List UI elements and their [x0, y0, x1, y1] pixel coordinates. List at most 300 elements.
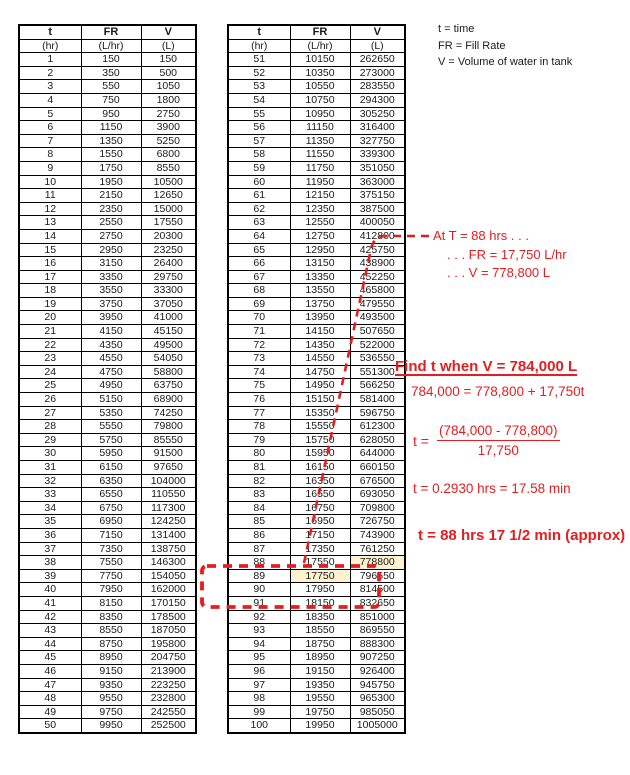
- col-header-fr: FR: [81, 25, 141, 39]
- fr-cell: 4150: [81, 325, 141, 339]
- table-row: [19, 325, 196, 339]
- fr-cell: 9550: [81, 692, 141, 706]
- table-row: [19, 447, 196, 461]
- t-cell: 72: [228, 338, 290, 352]
- table-row: [228, 420, 405, 434]
- t-cell: 15: [19, 243, 81, 257]
- v-cell: 438900: [350, 257, 405, 271]
- v-cell: 262650: [350, 53, 405, 67]
- fr-cell: 18350: [290, 610, 350, 624]
- fr-cell: 13350: [290, 270, 350, 284]
- fr-cell: 13750: [290, 297, 350, 311]
- fr-cell: 1550: [81, 148, 141, 162]
- fr-cell: 17350: [290, 542, 350, 556]
- table-row: [228, 121, 405, 135]
- t-cell: 49: [19, 705, 81, 719]
- v-cell: 945750: [350, 678, 405, 692]
- fr-cell: 5750: [81, 433, 141, 447]
- col-header-v: V: [350, 25, 405, 39]
- table-row: [228, 474, 405, 488]
- v-cell: 536550: [350, 352, 405, 366]
- t-cell: 32: [19, 474, 81, 488]
- fr-cell: 7550: [81, 556, 141, 570]
- t-cell: 100: [228, 719, 290, 733]
- table-row: [19, 93, 196, 107]
- v-cell: 54050: [141, 352, 196, 366]
- table-row: [19, 474, 196, 488]
- v-cell: 500: [141, 66, 196, 80]
- v-cell: 131400: [141, 528, 196, 542]
- t-cell: 83: [228, 488, 290, 502]
- t-cell: 34: [19, 501, 81, 515]
- v-cell: 195800: [141, 637, 196, 651]
- fr-cell: 16150: [290, 461, 350, 475]
- fr-cell: 1350: [81, 134, 141, 148]
- fr-cell: 5150: [81, 393, 141, 407]
- v-cell: 49500: [141, 338, 196, 352]
- table-row: [228, 379, 405, 393]
- t-cell: 23: [19, 352, 81, 366]
- t-cell: 35: [19, 515, 81, 529]
- unit-l: (L): [141, 39, 196, 53]
- table-row: [228, 705, 405, 719]
- table-row: [228, 719, 405, 733]
- table-row: [19, 107, 196, 121]
- fr-cell: 8150: [81, 596, 141, 610]
- t-cell: 10: [19, 175, 81, 189]
- fr-cell: 18750: [290, 637, 350, 651]
- fr-cell: 19750: [290, 705, 350, 719]
- t-cell: 8: [19, 148, 81, 162]
- v-cell: 596750: [350, 406, 405, 420]
- t-cell: 33: [19, 488, 81, 502]
- table-row: [228, 406, 405, 420]
- table-row: [19, 556, 196, 570]
- fr-cell: 11350: [290, 134, 350, 148]
- table-row: [19, 161, 196, 175]
- v-cell: 832650: [350, 596, 405, 610]
- t-cell: 20: [19, 311, 81, 325]
- table-row: [228, 270, 405, 284]
- v-cell: 305250: [350, 107, 405, 121]
- t-cell: 2: [19, 66, 81, 80]
- table-row: [228, 189, 405, 203]
- v-cell: 273000: [350, 66, 405, 80]
- table-row: [19, 488, 196, 502]
- table-row: [19, 651, 196, 665]
- fr-cell: 6750: [81, 501, 141, 515]
- table-row: [228, 393, 405, 407]
- v-cell: 252500: [141, 719, 196, 733]
- table-row: [228, 325, 405, 339]
- table-row: [228, 284, 405, 298]
- fr-cell: 1150: [81, 121, 141, 135]
- equation-line: 784,000 = 778,800 + 17,750t: [411, 384, 585, 399]
- fr-cell: 14550: [290, 352, 350, 366]
- table-row: [228, 134, 405, 148]
- t-cell: 90: [228, 583, 290, 597]
- unit-lhr: (L/hr): [81, 39, 141, 53]
- fr-cell: 17750: [290, 569, 350, 583]
- legend-line-v: V = Volume of water in tank: [438, 56, 573, 68]
- fr-cell: 10950: [290, 107, 350, 121]
- fr-cell: 19350: [290, 678, 350, 692]
- fr-cell: 10150: [290, 53, 350, 67]
- t-cell: 92: [228, 610, 290, 624]
- fr-cell: 9950: [81, 719, 141, 733]
- fraction-denominator: 17,750: [477, 443, 519, 458]
- v-cell: 6800: [141, 148, 196, 162]
- table-row: [19, 121, 196, 135]
- t-cell: 42: [19, 610, 81, 624]
- fr-cell: 16750: [290, 501, 350, 515]
- fr-cell: 10550: [290, 80, 350, 94]
- t-cell: 17: [19, 270, 81, 284]
- t-cell: 12: [19, 202, 81, 216]
- col-header-fr: FR: [290, 25, 350, 39]
- t-cell: 43: [19, 624, 81, 638]
- table-row: [228, 53, 405, 67]
- v-cell: 316400: [350, 121, 405, 135]
- table-row: [19, 134, 196, 148]
- v-cell: 778800: [350, 556, 405, 570]
- fr-cell: 12150: [290, 189, 350, 203]
- table-row: [228, 338, 405, 352]
- callout-line-3: . . . V = 778,800 L: [447, 265, 550, 280]
- table-row: [19, 610, 196, 624]
- t-cell: 88: [228, 556, 290, 570]
- t-cell: 24: [19, 365, 81, 379]
- t-cell: 78: [228, 420, 290, 434]
- table-row: [228, 243, 405, 257]
- t-cell: 6: [19, 121, 81, 135]
- t-cell: 48: [19, 692, 81, 706]
- t-cell: 77: [228, 406, 290, 420]
- table-row: [228, 596, 405, 610]
- table-row: [19, 175, 196, 189]
- v-cell: 612300: [350, 420, 405, 434]
- fr-cell: 8750: [81, 637, 141, 651]
- fr-cell: 9150: [81, 664, 141, 678]
- fr-cell: 15150: [290, 393, 350, 407]
- v-cell: 85550: [141, 433, 196, 447]
- t-cell: 56: [228, 121, 290, 135]
- v-cell: 178500: [141, 610, 196, 624]
- v-cell: 693050: [350, 488, 405, 502]
- t-cell: 4: [19, 93, 81, 107]
- table-row: [19, 338, 196, 352]
- t-cell: 94: [228, 637, 290, 651]
- v-cell: 761250: [350, 542, 405, 556]
- col-header-v: V: [141, 25, 196, 39]
- t-cell: 65: [228, 243, 290, 257]
- t-cell: 82: [228, 474, 290, 488]
- table-row: [228, 556, 405, 570]
- fr-cell: 1950: [81, 175, 141, 189]
- v-cell: 12650: [141, 189, 196, 203]
- t-cell: 50: [19, 719, 81, 733]
- fr-cell: 10350: [290, 66, 350, 80]
- v-cell: 522000: [350, 338, 405, 352]
- table-row: [19, 352, 196, 366]
- t-cell: 45: [19, 651, 81, 665]
- unit-hr: (hr): [228, 39, 290, 53]
- table-row: [228, 610, 405, 624]
- variable-legend: [438, 21, 572, 71]
- fr-cell: 19550: [290, 692, 350, 706]
- t-cell: 14: [19, 229, 81, 243]
- v-cell: 709800: [350, 501, 405, 515]
- fraction-expression: [413, 423, 560, 458]
- fr-cell: 2950: [81, 243, 141, 257]
- table-row: [19, 433, 196, 447]
- fr-cell: 2750: [81, 229, 141, 243]
- t-cell: 22: [19, 338, 81, 352]
- table-row: [19, 284, 196, 298]
- t-cell: 51: [228, 53, 290, 67]
- v-cell: 63750: [141, 379, 196, 393]
- table-row: [228, 297, 405, 311]
- table-row: [228, 433, 405, 447]
- v-cell: 869550: [350, 624, 405, 638]
- t-cell: 66: [228, 257, 290, 271]
- v-cell: 425750: [350, 243, 405, 257]
- table-row: [19, 705, 196, 719]
- table-row: [228, 447, 405, 461]
- table-row: [19, 297, 196, 311]
- table-row: [19, 148, 196, 162]
- t-cell: 81: [228, 461, 290, 475]
- t-cell: 71: [228, 325, 290, 339]
- unit-hr: (hr): [19, 39, 81, 53]
- table-row: [19, 542, 196, 556]
- fr-cell: 3750: [81, 297, 141, 311]
- v-cell: 74250: [141, 406, 196, 420]
- table-row: [228, 583, 405, 597]
- t-cell: 41: [19, 596, 81, 610]
- fr-cell: 14950: [290, 379, 350, 393]
- v-cell: 743900: [350, 528, 405, 542]
- v-cell: 644000: [350, 447, 405, 461]
- v-cell: 10500: [141, 175, 196, 189]
- v-cell: 41000: [141, 311, 196, 325]
- v-cell: 15000: [141, 202, 196, 216]
- v-cell: 3900: [141, 121, 196, 135]
- table-row: [19, 66, 196, 80]
- fr-cell: 4950: [81, 379, 141, 393]
- fr-cell: 13150: [290, 257, 350, 271]
- table-row: [228, 175, 405, 189]
- t-cell: 74: [228, 365, 290, 379]
- v-cell: 5250: [141, 134, 196, 148]
- table-row: [228, 352, 405, 366]
- v-cell: 351050: [350, 161, 405, 175]
- t-cell: 26: [19, 393, 81, 407]
- fr-cell: 8550: [81, 624, 141, 638]
- v-cell: 138750: [141, 542, 196, 556]
- table-row: [228, 80, 405, 94]
- v-cell: 294300: [350, 93, 405, 107]
- v-cell: 37050: [141, 297, 196, 311]
- fr-cell: 4350: [81, 338, 141, 352]
- fr-cell: 7750: [81, 569, 141, 583]
- t-cell: 55: [228, 107, 290, 121]
- v-cell: 91500: [141, 447, 196, 461]
- callout-line-2: . . . FR = 17,750 L/hr: [447, 246, 567, 262]
- t-cell: 69: [228, 297, 290, 311]
- table-row: [228, 66, 405, 80]
- v-cell: 452250: [350, 270, 405, 284]
- table-row: [228, 624, 405, 638]
- t-cell: 89: [228, 569, 290, 583]
- fr-cell: 13550: [290, 284, 350, 298]
- callout-line-1: At T = 88 hrs . . .: [433, 228, 529, 243]
- table-row: [19, 257, 196, 271]
- final-answer: t = 88 hrs 17 1/2 min (approx): [418, 527, 626, 544]
- table-row: [228, 515, 405, 529]
- table-row: [19, 311, 196, 325]
- fr-cell: 17150: [290, 528, 350, 542]
- t-cell: 79: [228, 433, 290, 447]
- t-cell: 7: [19, 134, 81, 148]
- fr-cell: 9350: [81, 678, 141, 692]
- t-cell: 29: [19, 433, 81, 447]
- table-row: [228, 501, 405, 515]
- legend-line-fr: FR = Fill Rate: [438, 39, 506, 52]
- v-cell: 412800: [350, 229, 405, 243]
- table-row: [19, 583, 196, 597]
- t-cell: 95: [228, 651, 290, 665]
- v-cell: 400050: [350, 216, 405, 230]
- table-row: [228, 161, 405, 175]
- fr-cell: 11150: [290, 121, 350, 135]
- t-cell: 40: [19, 583, 81, 597]
- intermediate-result: t = 0.2930 hrs = 17.58 min: [413, 481, 571, 496]
- fill-rate-table-hours-1-50: [18, 24, 197, 734]
- table-units-row: [228, 39, 405, 53]
- t-cell: 38: [19, 556, 81, 570]
- problem-heading: Find t when V = 784,000 L: [395, 358, 578, 375]
- v-cell: 110550: [141, 488, 196, 502]
- v-cell: 162000: [141, 583, 196, 597]
- table-row: [19, 624, 196, 638]
- v-cell: 154050: [141, 569, 196, 583]
- fr-cell: 5550: [81, 420, 141, 434]
- table-row: [228, 528, 405, 542]
- table-row: [19, 501, 196, 515]
- table-row: [228, 365, 405, 379]
- fr-cell: 14150: [290, 325, 350, 339]
- v-cell: 213900: [141, 664, 196, 678]
- table-row: [19, 202, 196, 216]
- fr-cell: 15950: [290, 447, 350, 461]
- v-cell: 97650: [141, 461, 196, 475]
- table-row: [19, 664, 196, 678]
- table-row: [19, 515, 196, 529]
- t-cell: 93: [228, 624, 290, 638]
- col-header-t: t: [228, 25, 290, 39]
- fr-cell: 4550: [81, 352, 141, 366]
- table-row: [228, 93, 405, 107]
- v-cell: 33300: [141, 284, 196, 298]
- fr-cell: 6150: [81, 461, 141, 475]
- fr-cell: 950: [81, 107, 141, 121]
- v-cell: 283550: [350, 80, 405, 94]
- v-cell: 26400: [141, 257, 196, 271]
- table-row: [19, 678, 196, 692]
- t-cell: 31: [19, 461, 81, 475]
- table-row: [228, 216, 405, 230]
- v-cell: 146300: [141, 556, 196, 570]
- table-header-row: [19, 25, 196, 39]
- v-cell: 363000: [350, 175, 405, 189]
- v-cell: 851000: [350, 610, 405, 624]
- v-cell: 676500: [350, 474, 405, 488]
- fr-cell: 7150: [81, 528, 141, 542]
- col-header-t: t: [19, 25, 81, 39]
- v-cell: 566250: [350, 379, 405, 393]
- v-cell: 796550: [350, 569, 405, 583]
- table-row: [228, 488, 405, 502]
- fr-cell: 18950: [290, 651, 350, 665]
- table-row: [228, 202, 405, 216]
- fr-cell: 18550: [290, 624, 350, 638]
- v-cell: 1800: [141, 93, 196, 107]
- t-cell: 67: [228, 270, 290, 284]
- fr-cell: 9750: [81, 705, 141, 719]
- t-cell: 97: [228, 678, 290, 692]
- fr-cell: 11550: [290, 148, 350, 162]
- v-cell: 104000: [141, 474, 196, 488]
- v-cell: 58800: [141, 365, 196, 379]
- v-cell: 551300: [350, 365, 405, 379]
- t-cell: 64: [228, 229, 290, 243]
- t-cell: 61: [228, 189, 290, 203]
- t-cell: 68: [228, 284, 290, 298]
- v-cell: 888300: [350, 637, 405, 651]
- v-cell: 628050: [350, 433, 405, 447]
- t-cell: 99: [228, 705, 290, 719]
- v-cell: 1005000: [350, 719, 405, 733]
- t-cell: 76: [228, 393, 290, 407]
- v-cell: 339300: [350, 148, 405, 162]
- t-cell: 62: [228, 202, 290, 216]
- t-cell: 58: [228, 148, 290, 162]
- t-cell: 85: [228, 515, 290, 529]
- v-cell: 79800: [141, 420, 196, 434]
- t-cell: 54: [228, 93, 290, 107]
- v-cell: 660150: [350, 461, 405, 475]
- t-cell: 21: [19, 325, 81, 339]
- fr-cell: 13950: [290, 311, 350, 325]
- t-cell: 25: [19, 379, 81, 393]
- v-cell: 814500: [350, 583, 405, 597]
- table-row: [228, 107, 405, 121]
- fr-cell: 14350: [290, 338, 350, 352]
- table-row: [19, 243, 196, 257]
- fr-cell: 17550: [290, 556, 350, 570]
- table-row: [228, 692, 405, 706]
- fr-cell: 6950: [81, 515, 141, 529]
- v-cell: 465800: [350, 284, 405, 298]
- t-cell: 36: [19, 528, 81, 542]
- t-cell: 9: [19, 161, 81, 175]
- fr-cell: 19950: [290, 719, 350, 733]
- table-row: [228, 311, 405, 325]
- v-cell: 17550: [141, 216, 196, 230]
- fr-cell: 12350: [290, 202, 350, 216]
- fraction-numerator: (784,000 - 778,800): [437, 423, 560, 441]
